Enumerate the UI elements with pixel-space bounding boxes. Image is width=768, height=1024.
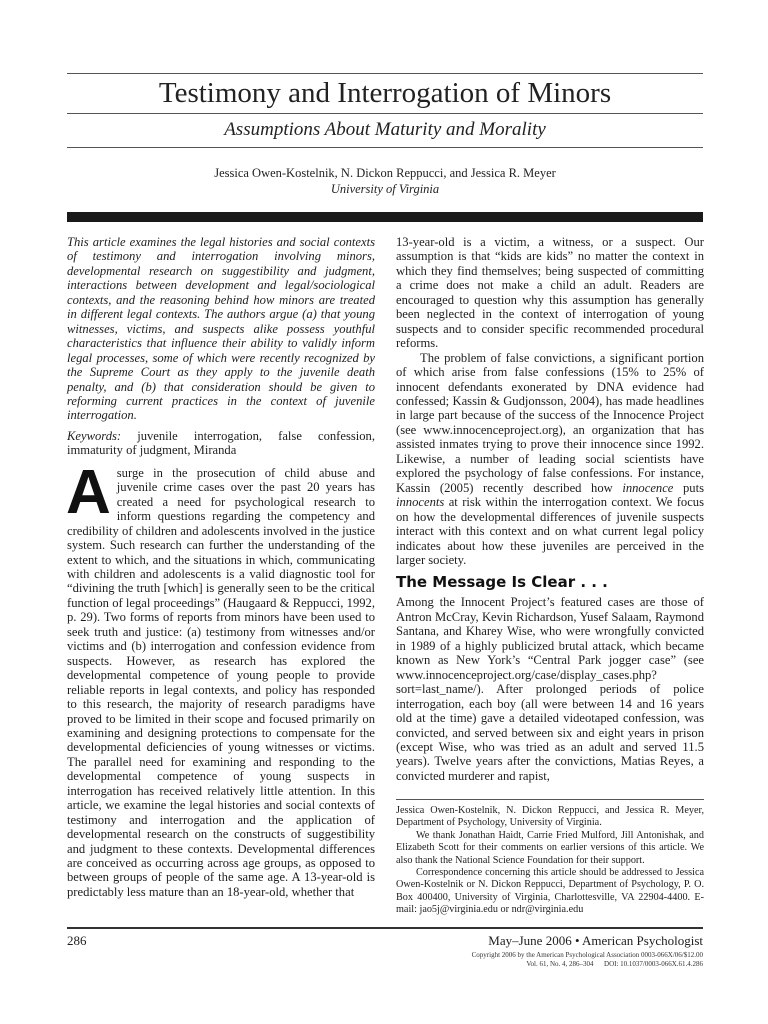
author-names: Jessica Owen-Kostelnik, N. Dickon Reppucci, and Jessica R. Meyer — [214, 166, 556, 180]
intro-paragraph-continued: 13-year-old is a victim, a witness, or a suspect. Our assumption is that “kids are kids” no matter the context in which they find themselves; being suspected of committing a crime does not make a child an adult. Readers are encouraged to question why this assumption has generally been neglected in the context of interrogation of young suspects and to consider specific recommended procedural reforms. — [396, 235, 704, 351]
paragraph-text: puts — [673, 480, 704, 495]
abstract: This article examines the legal histories and social contexts of testimony and interrogation involving minors, developmental research on suggestibility and judgment, interactions between development and legal/sociological contexts, and the reasoning behind how minors are treated in different legal contexts. The authors argue (a) that young witnesses, victims, and suspects alike possess youthful characteristics that influence their ability to validly inform legal processes, some of which were recently recognized by the Supreme Court as they apply to the juvenile death penalty, and (b) that consideration should be given to reforming current practices in the context of juvenile interrogation. — [67, 235, 375, 423]
keywords-list: juvenile interrogation, false confession, immaturity of judgment, Miranda — [67, 428, 375, 458]
footer-rule — [67, 927, 703, 929]
left-column — [67, 235, 375, 899]
emphasis-innocents: innocents — [396, 495, 445, 510]
top-rule — [67, 73, 703, 74]
paragraph-text: at risk within the interrogation context. We focus on how the developmental differences of juvenile suspects interact with this context and on what current legal policy indicates about how these juveniles are perceived in the larger society. — [396, 495, 704, 567]
author-note — [396, 805, 704, 917]
journal-issue: May–June 2006 • American Psychologist — [488, 933, 703, 948]
header-bar — [67, 212, 703, 222]
section-heading: The Message Is Clear . . . — [396, 573, 608, 592]
copyright-notice — [472, 951, 703, 968]
author-block — [67, 165, 703, 197]
intro-text: surge in the prosecution of child abuse and juvenile crime cases over the past 20 years has created a need for psychological research to inform questions regarding the competency and credibility of children and adolescents involved in the justice system. Such research can further the understanding of the extent to which, and the situations in which, communicating with children and adolescents is a valid diagnostic tool for “divining the truth [which] is generally seen to be the critical function of legal proceedings” (Haugaard & Reppucci, 1992, p. 29). Two forms of reports from minors have been used to seek truth and justice: (a) testimony from witnesses and/or victims and (b) interrogation and confession evidence from suspects. However, as research has explored the developmental competence of young people to provide reliable reports in legal contexts, and policy has responded to this research, the majority of research paradigms have proved to be limited in their scope and focused primarily on examining and designing protections to compensate for the developmental deficiencies of young witnesses or victims. The parallel need for examining and responding to the developmental competence of young suspects in interrogation has received relatively little attention. In this article, we examine the legal histories and social contexts of testimony and interrogation and the application of developmental research on the constructs of suggestibility and judgment to these contexts. Developmental differences are conceived as occurring across age groups, as opposed to between groups of people of the same age. A 13-year-old is predictably less mature than an 18-year-old, whether that — [67, 465, 375, 899]
intro-paragraph — [66, 457, 375, 900]
footnote-rule — [396, 799, 704, 800]
keywords — [67, 429, 375, 458]
title-rule — [67, 113, 703, 114]
author-note-affiliation: Jessica Owen-Kostelnik, N. Dickon Reppucci, and Jessica R. Meyer, Department of Psychology, University of Virginia. — [396, 805, 704, 829]
subtitle-rule — [67, 147, 703, 148]
article-title: Testimony and Interrogation of Minors — [158, 77, 612, 109]
page-number: 286 — [67, 933, 87, 948]
paragraph-text: The problem of false convictions, a significant portion of which arise from false confessions (15% to 25% of innocent defendants exonerated by DNA evidence had confessed; Kassin & Gudjonsson, 2004), has made headlines in large part because of the success of the Innocence Project (see www.innocenceproject.org), an organization that has assisted inmates trying to prove their innocence since 1992. Likewise, a number of leading social scientists have explored the psychology of false confessions. For instance, Kassin (2005) recently described how — [396, 350, 704, 495]
article-subtitle: Assumptions About Maturity and Morality — [224, 119, 546, 140]
keywords-label: Keywords: — [67, 428, 122, 443]
emphasis-innocence: innocence — [622, 480, 674, 495]
author-affiliation: University of Virginia — [330, 182, 440, 196]
message-paragraph: Among the Innocent Project’s featured cases are those of Antron McCray, Kevin Richardson, Yusef Salaam, Raymond Santana, and Kharey Wise, who were wrongfully convicted in 1989 of a highly publicized brutal attack, which became known as New York’s “Central Park jogger case” (see www.innocenceproject.org/case/display_cases.php?sort=last_name/). After prolonged periods of police interrogation, each boy (all were between 14 and 16 years old at the time) gave a detailed videotaped confession, was convicted, and served between six and eight years in prison (except Wise, who was tried as an adult and served 11.5 years). Twelve years after the convictions, Matias Reyes, a convicted murderer and rapist, — [396, 595, 704, 783]
copyright-line: Copyright 2006 by the American Psychological Association 0003-066X/06/$12.00 — [471, 951, 703, 959]
author-note-acknowledgments: We thank Jonathan Haidt, Carrie Fried Mulford, Jill Antonishak, and Elizabeth Scott for their comments on earlier versions of this article. We also thank the National Science Foundation for their support. — [396, 829, 704, 866]
false-convictions-paragraph — [396, 351, 704, 568]
right-column — [396, 235, 704, 783]
volume-doi-line: Vol. 61, No. 4, 286–304 DOI: 10.1037/0003-066X.61.4.286 — [526, 959, 703, 968]
author-note-correspondence: Correspondence concerning this article should be addressed to Jessica Owen-Kostelnik or N. Dickon Reppucci, Department of Psychology, P. O. Box 400400, University of Virginia, Charlottesville, VA 22904-4400. E-mail: jao5j@virginia.edu or ndr@virginia.edu — [396, 867, 704, 916]
drop-cap: A — [66, 457, 111, 527]
